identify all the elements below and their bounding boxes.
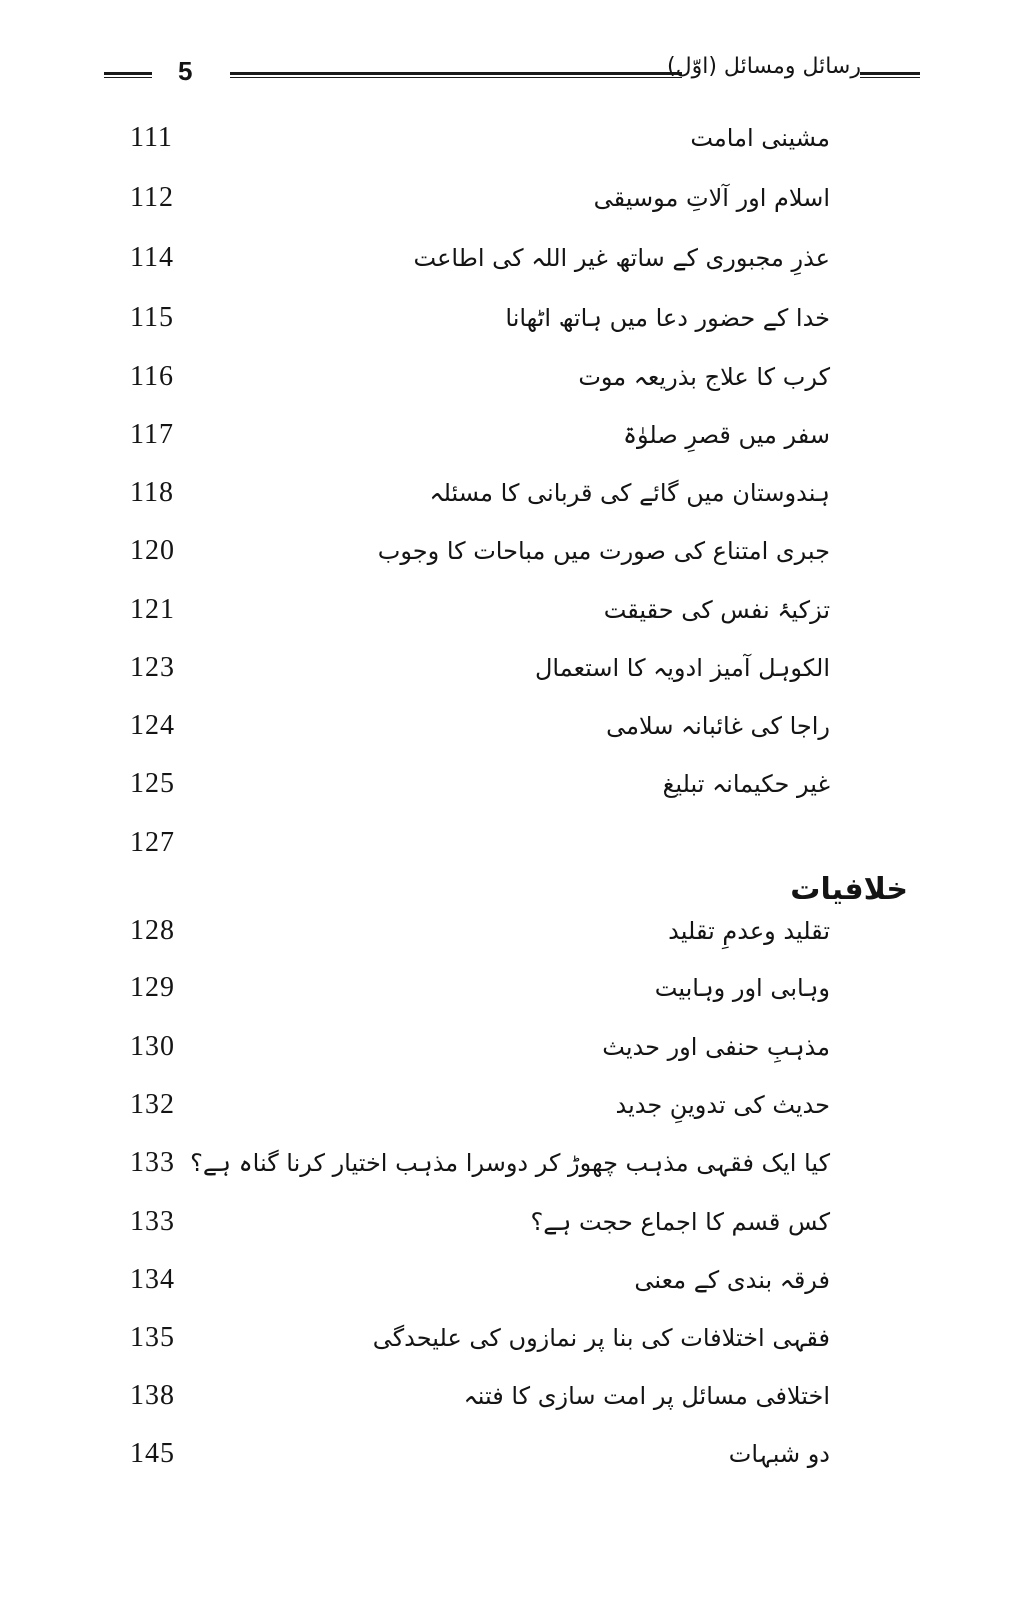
toc-entry-title: فقہی اختلافات کی بنا پر نمازوں کی علیحدگی <box>372 1324 830 1352</box>
toc-entry <box>0 1434 1024 1474</box>
toc-entry-page: 125 <box>130 768 175 799</box>
toc-entry <box>0 1143 1024 1183</box>
toc-entry-title: اختلافی مسائل پر امت سازی کا فتنہ <box>463 1382 830 1410</box>
toc-entry-title: سفر میں قصرِ صلوٰۃ <box>622 421 830 449</box>
toc-entry <box>0 1260 1024 1300</box>
toc-entry <box>0 473 1024 513</box>
toc-entry-title: تزکیۂ نفس کی حقیقت <box>603 596 830 624</box>
toc-entry-page: 133 <box>130 1147 175 1178</box>
toc-entry-page: 145 <box>130 1438 175 1469</box>
toc-entry <box>0 531 1024 571</box>
toc-entry <box>0 1318 1024 1358</box>
toc-entry <box>0 415 1024 455</box>
toc-entry-title: ہندوستان میں گائے کی قربانی کا مسئلہ <box>429 479 830 507</box>
toc-entry-title: کرب کا علاج بذریعہ موت <box>578 363 830 391</box>
toc-entry-page: 120 <box>130 535 175 566</box>
toc-entry <box>0 648 1024 688</box>
toc-entry-page: 133 <box>130 1206 175 1237</box>
running-title: رسائل ومسائل (اوّل) <box>667 54 861 79</box>
toc-entry <box>0 118 1024 158</box>
toc-entry-title: الکوہل آمیز ادویہ کا استعمال <box>534 654 830 682</box>
toc-entry-page: 127 <box>130 827 175 858</box>
toc-entry-title: عذرِ مجبوری کے ساتھ غیر اللہ کی اطاعت <box>413 244 830 272</box>
toc-entry-title: کس قسم کا اجماع حجت ہے؟ <box>530 1208 830 1236</box>
toc-entry-page: 111 <box>130 122 173 153</box>
toc-entry <box>0 968 1024 1008</box>
toc-entry-page: 129 <box>130 972 175 1003</box>
toc-entry-page: 124 <box>130 710 175 741</box>
toc-entry-title: خدا کے حضور دعا میں ہاتھ اٹھانا <box>505 304 830 332</box>
toc-entry-page: 114 <box>130 242 174 273</box>
toc-entry-title: اسلام اور آلاتِ موسیقی <box>593 184 830 212</box>
toc-entry-page: 118 <box>130 477 174 508</box>
toc-entry <box>0 911 1024 951</box>
toc-entry <box>0 590 1024 630</box>
toc-entry-page: 112 <box>130 182 174 213</box>
toc-entry <box>0 1085 1024 1125</box>
toc-entry-title: دو شبہات <box>728 1440 830 1468</box>
toc-entry-title: حدیث کی تدوینِ جدید <box>615 1091 830 1119</box>
toc-entry-title: مذہبِ حنفی اور حدیث <box>602 1033 830 1061</box>
toc-entry <box>0 298 1024 338</box>
toc-entry-page: 115 <box>130 302 174 333</box>
toc-entry-page: 117 <box>130 419 174 450</box>
toc-entry-title: تقلید وعدمِ تقلید <box>668 917 830 945</box>
toc-entry-title: فرقہ بندی کے معنی <box>634 1266 830 1294</box>
toc-entry <box>0 823 1024 863</box>
page-number: 5 <box>178 56 193 86</box>
toc-entry <box>0 1202 1024 1242</box>
toc-entry <box>0 706 1024 746</box>
toc-entry-page: 138 <box>130 1380 175 1411</box>
toc-entry-title: جبری امتناع کی صورت میں مباحات کا وجوب <box>377 537 830 565</box>
toc-entry-page: 123 <box>130 652 175 683</box>
toc-entry-page: 134 <box>130 1264 175 1295</box>
toc-entry-page: 135 <box>130 1322 175 1353</box>
toc-entry-title: غیر حکیمانہ تبلیغ <box>662 770 830 798</box>
toc-entry-page: 132 <box>130 1089 175 1120</box>
toc-entry <box>0 178 1024 218</box>
toc-entry-page: 128 <box>130 915 175 946</box>
toc-entry <box>0 357 1024 397</box>
toc-entry-title: مشینی امامت <box>690 124 830 152</box>
toc-entry-title: کیا ایک فقہی مذہب چھوڑ کر دوسرا مذہب اختیار کرنا گناہ ہے؟ <box>190 1149 830 1177</box>
toc-entry-page: 121 <box>130 594 175 625</box>
toc-entry <box>0 1027 1024 1067</box>
toc-entry <box>0 1376 1024 1416</box>
toc-entry-title: وہابی اور وہابیت <box>654 974 830 1002</box>
toc-entry <box>0 238 1024 278</box>
toc-entry-title: راجا کی غائبانہ سلامی <box>606 712 830 740</box>
toc-entry-page: 130 <box>130 1031 175 1062</box>
section-heading: خلافیات <box>790 872 908 907</box>
toc-entry-page: 116 <box>130 361 174 392</box>
toc-entry <box>0 764 1024 804</box>
